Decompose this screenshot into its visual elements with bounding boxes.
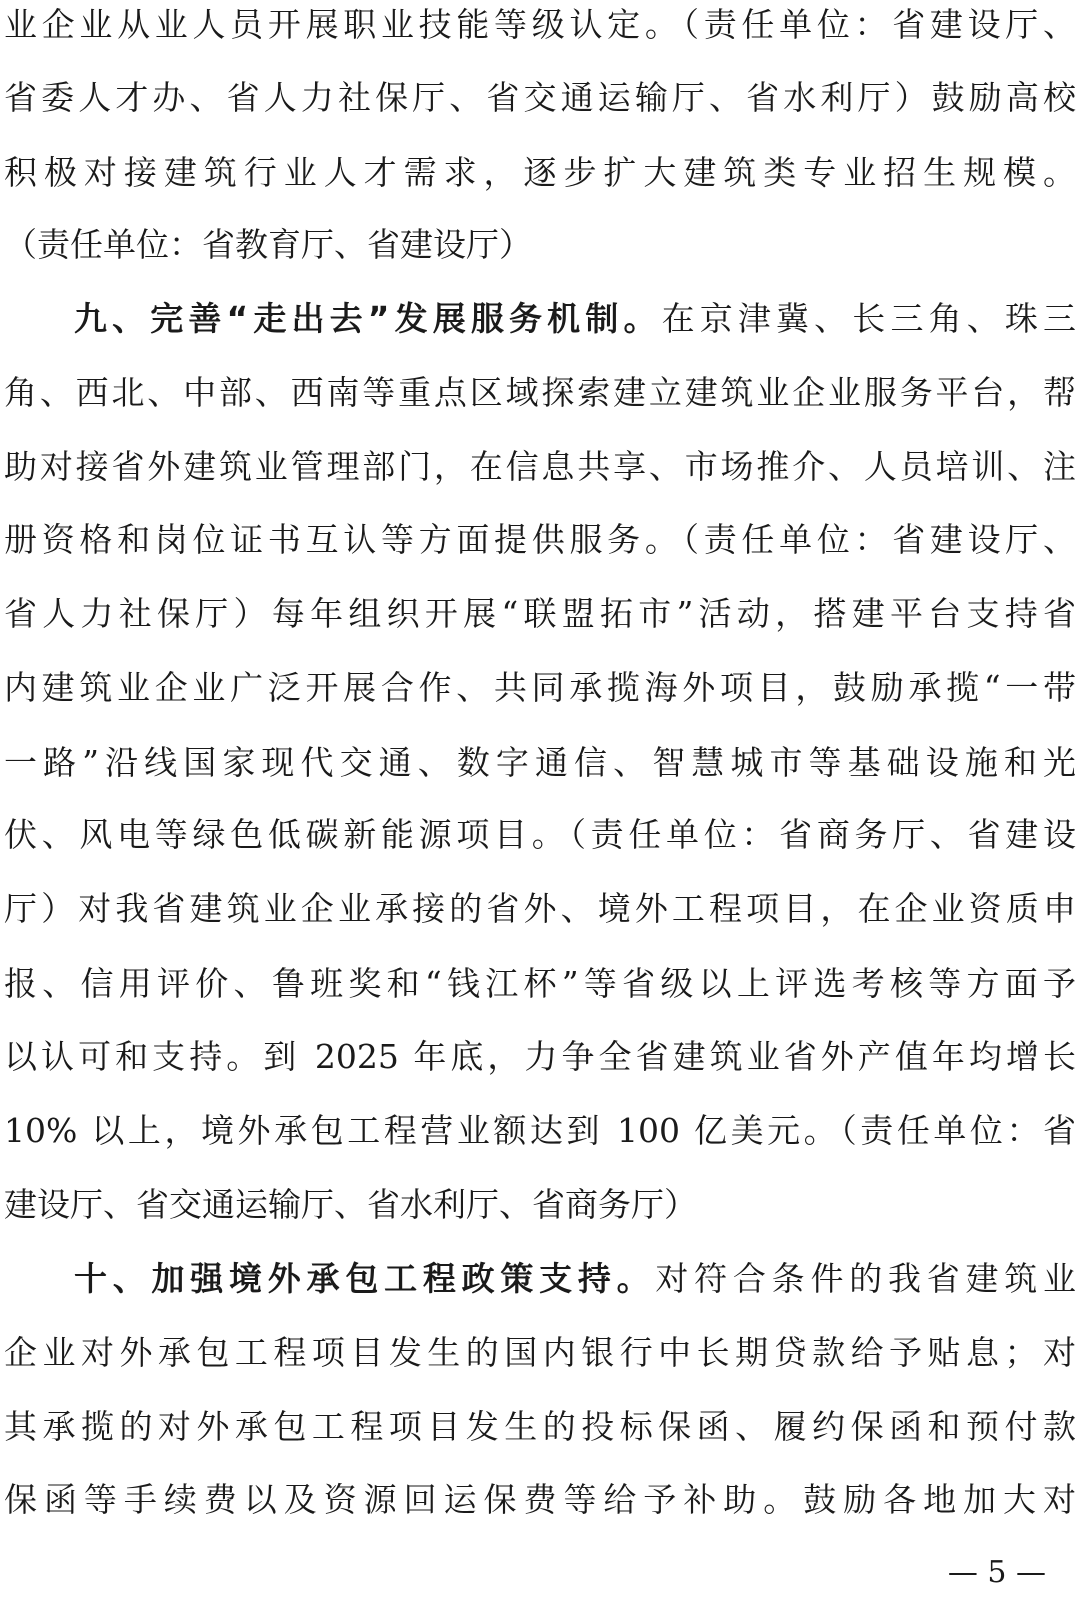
text-line: 厅）对我省建筑业企业承接的省外、境外工程项目，在企业资质申	[4, 889, 1076, 928]
page-number: — 5 —	[947, 1555, 1046, 1590]
text-line: 助对接省外建筑业管理部门，在信息共享、市场推介、人员培训、注	[4, 447, 1076, 486]
section-10-text: 对符合条件的我省建筑业	[655, 1259, 1076, 1298]
text-line: 省委人才办、省人力社保厅、省交通运输厅、省水利厅）鼓励高校	[4, 78, 1076, 117]
text-line: 企业对外承包工程项目发生的国内银行中长期贷款给予贴息；对	[4, 1333, 1076, 1372]
text-line: 以认可和支持。到 2025 年底，力争全省建筑业省外产值年均增长	[4, 1037, 1076, 1076]
text-line: 保函等手续费以及资源回运保费等给予补助。鼓励各地加大对	[4, 1480, 1076, 1519]
section-9-text: 在京津冀、长三角、珠三	[661, 299, 1076, 338]
text-line: 伏、风电等绿色低碳新能源项目。（责任单位：省商务厅、省建设	[4, 815, 1076, 854]
text-line: 内建筑业企业广泛开展合作、共同承揽海外项目，鼓励承揽“一带	[4, 668, 1076, 707]
text-line: 其承揽的对外承包工程项目发生的投标保函、履约保函和预付款	[4, 1407, 1076, 1446]
text-line: 一路”沿线国家现代交通、数字通信、智慧城市等基础设施和光	[4, 743, 1076, 782]
section-10-paragraph-start	[74, 1256, 1076, 1302]
text-line: 业企业从业人员开展职业技能等级认定。（责任单位：省建设厅、	[4, 5, 1076, 44]
text-line: （责任单位：省教育厅、省建设厅）	[4, 225, 532, 264]
section-9-paragraph-start	[74, 296, 1076, 342]
text-line: 册资格和岗位证书互认等方面提供服务。（责任单位：省建设厅、	[4, 520, 1076, 559]
text-line: 省人力社保厅）每年组织开展“联盟拓市”活动，搭建平台支持省	[4, 594, 1076, 633]
text-line: 报、信用评价、鲁班奖和“钱江杯”等省级以上评选考核等方面予	[4, 964, 1076, 1003]
section-9-heading: 九、完善“走出去”发展服务机制。	[74, 299, 662, 338]
section-10-heading: 十、加强境外承包工程政策支持。	[74, 1259, 656, 1298]
text-line: 积极对接建筑行业人才需求，逐步扩大建筑类专业招生规模。	[4, 153, 1076, 192]
text-line: 角、西北、中部、西南等重点区域探索建立建筑业企业服务平台，帮	[4, 373, 1076, 412]
text-line: 10% 以上，境外承包工程营业额达到 100 亿美元。（责任单位：省	[4, 1111, 1076, 1150]
text-line: 建设厅、省交通运输厅、省水利厅、省商务厅）	[4, 1185, 697, 1224]
